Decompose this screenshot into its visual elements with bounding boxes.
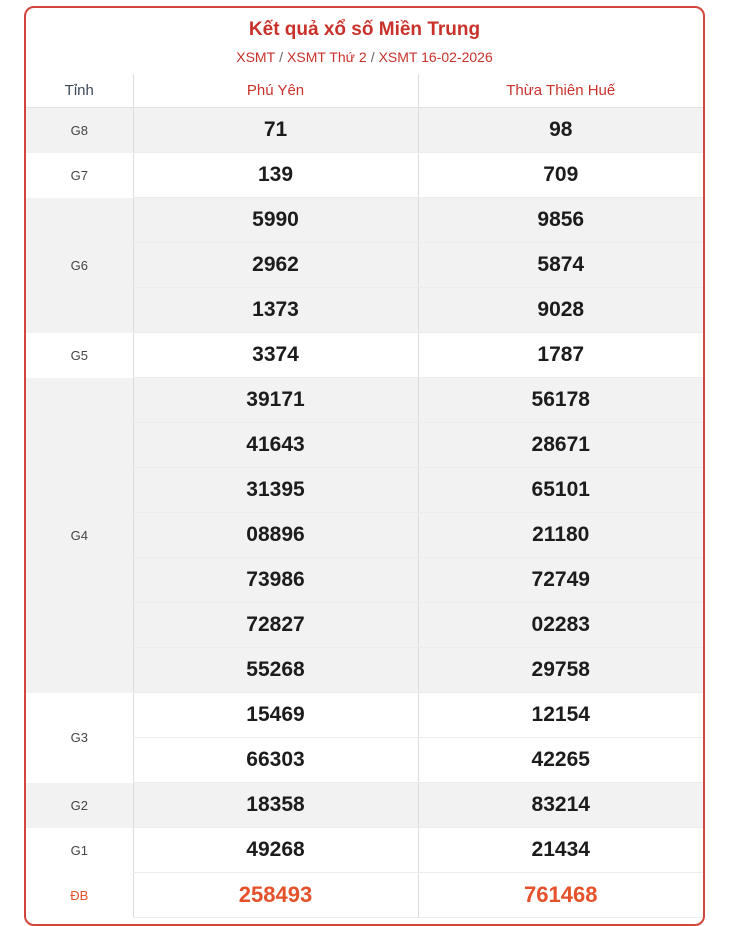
- prize-number: 3374: [133, 333, 418, 378]
- column-header-province: Tỉnh: [26, 74, 133, 108]
- breadcrumb-link-xsmt[interactable]: XSMT: [236, 49, 276, 65]
- prize-number: 55268: [133, 648, 418, 693]
- column-header-phu-yen[interactable]: Phú Yên: [133, 74, 418, 108]
- prize-number: 98: [418, 108, 703, 153]
- prize-number: 709: [418, 153, 703, 198]
- table-row: [26, 828, 703, 873]
- results-header: [26, 8, 703, 74]
- breadcrumb-link-date[interactable]: XSMT 16-02-2026: [378, 49, 493, 65]
- breadcrumb-separator: /: [370, 49, 375, 65]
- prize-number: 12154: [418, 693, 703, 738]
- prize-number: 08896: [133, 513, 418, 558]
- prize-number: 39171: [133, 378, 418, 423]
- table-row: [26, 198, 703, 243]
- prize-label: G3: [70, 730, 88, 745]
- column-header-thua-thien-hue[interactable]: Thừa Thiên Huế: [418, 74, 703, 108]
- prize-number: 73986: [133, 558, 418, 603]
- table-row: [26, 378, 703, 423]
- prize-number: 21180: [418, 513, 703, 558]
- prize-number: 42265: [418, 738, 703, 783]
- prize-number: 5874: [418, 243, 703, 288]
- prize-number: 2962: [133, 243, 418, 288]
- prize-number: 18358: [133, 783, 418, 828]
- table-row: [26, 153, 703, 198]
- prize-number: 02283: [418, 603, 703, 648]
- results-card: [24, 6, 705, 926]
- prize-label: G8: [26, 108, 133, 153]
- prize-label: G1: [70, 842, 88, 858]
- table-row: [26, 873, 703, 918]
- special-prize-number: 761468: [418, 873, 703, 918]
- prize-number: 139: [133, 153, 418, 198]
- prize-label: ĐB: [70, 887, 89, 903]
- prize-label: G6: [26, 198, 133, 333]
- prize-number: 72749: [418, 558, 703, 603]
- prize-number: 5990: [133, 198, 418, 243]
- breadcrumb-separator: /: [279, 49, 284, 65]
- prize-number: 15469: [133, 693, 418, 738]
- prize-number: 65101: [418, 468, 703, 513]
- prize-label: G4: [26, 378, 133, 693]
- prize-number: 72827: [133, 603, 418, 648]
- prize-number: 28671: [418, 423, 703, 468]
- prize-number: 49268: [133, 828, 418, 873]
- table-header-row: [26, 74, 703, 108]
- prize-number: 9856: [418, 198, 703, 243]
- results-body: [26, 108, 703, 918]
- prize-number: 21434: [418, 828, 703, 873]
- table-row: [26, 783, 703, 828]
- prize-number: 71: [133, 108, 418, 153]
- prize-number: 29758: [418, 648, 703, 693]
- results-table: [26, 74, 703, 918]
- prize-number: 66303: [133, 738, 418, 783]
- prize-label: G7: [70, 167, 88, 183]
- prize-number: 9028: [418, 288, 703, 333]
- prize-number: 31395: [133, 468, 418, 513]
- table-row: [26, 333, 703, 378]
- prize-number: 1373: [133, 288, 418, 333]
- prize-number: 83214: [418, 783, 703, 828]
- page-title: Kết quả xổ số Miền Trung: [248, 19, 481, 40]
- prize-number: 41643: [133, 423, 418, 468]
- prize-label: G2: [26, 783, 133, 828]
- prize-number: 1787: [418, 333, 703, 378]
- table-row: [26, 108, 703, 153]
- table-row: [26, 693, 703, 738]
- prize-label: G5: [70, 347, 88, 363]
- breadcrumb-link-weekday[interactable]: XSMT Thứ 2: [287, 49, 367, 65]
- special-prize-number: 258493: [133, 873, 418, 918]
- prize-number: 56178: [418, 378, 703, 423]
- breadcrumb: [26, 48, 703, 66]
